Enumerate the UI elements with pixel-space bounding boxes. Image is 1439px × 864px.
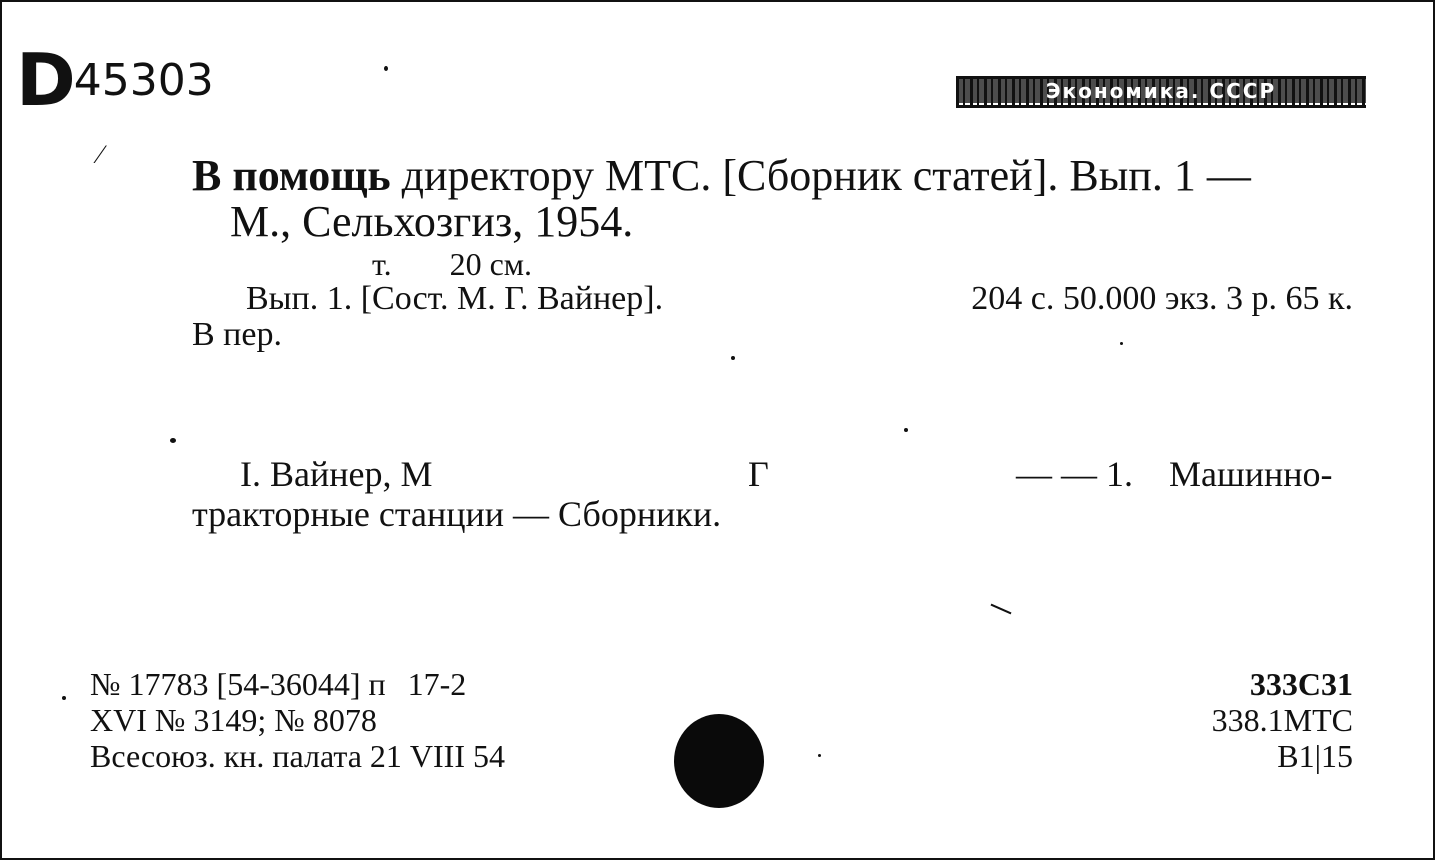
card-id-letter: D [16, 38, 74, 122]
ink-speck [818, 754, 821, 757]
title-rest: директору МТС. [Сборник статей]. Вып. 1 — [390, 151, 1251, 200]
tracing-subject-start: Машинно- [1169, 454, 1333, 494]
imprint-line: М., Сельхозгиз, 1954. [230, 197, 634, 246]
registry-code: 17-2 [407, 666, 467, 702]
tracing-author: I. Вайнер, М [240, 454, 433, 494]
format-size: 20 см. [449, 246, 533, 282]
ink-speck [170, 438, 176, 443]
title-bold: В помощь [192, 151, 391, 200]
ink-speck [991, 604, 1012, 615]
registry-line-2: XVI № 3149; № 8078 [90, 702, 377, 738]
classification-2: 338.1МТС [1211, 702, 1353, 738]
registry-line-3: Всесоюз. кн. палата 21 VIII 54 [90, 738, 505, 774]
tracing-initial: Г [748, 454, 769, 494]
binding-line: В пер. [192, 316, 282, 353]
collation-line: 204 с. 50.000 экз. 3 р. 65 к. [971, 280, 1353, 317]
tracing-subject-end: тракторные станции — Сборники. [192, 494, 722, 534]
tracing-subject [1016, 456, 1333, 492]
punch-hole [674, 714, 764, 808]
classification-3: В1|15 [1277, 738, 1353, 774]
ink-speck [62, 696, 66, 700]
format-t: т. [372, 246, 392, 282]
title-line [192, 151, 1251, 200]
header-smudge-text: Экономика. СССР [956, 79, 1366, 103]
card-id-number: 45303 [73, 55, 214, 106]
classification-1: 333С31 [1249, 666, 1353, 702]
registry-line-1 [90, 668, 466, 700]
issue-line: Вып. 1. [Сост. М. Г. Вайнер]. [246, 280, 664, 317]
tracing-dashes: — — 1. [1016, 454, 1133, 494]
registry-number: № 17783 [54-36044] п [90, 666, 386, 702]
ink-speck [1120, 342, 1123, 345]
ink-speck [731, 356, 735, 360]
header-smudge [956, 76, 1366, 108]
ink-speck [384, 66, 388, 71]
ink-speck [904, 428, 908, 432]
handwritten-mark: ⁄ [98, 140, 103, 169]
card-id-stamp [16, 38, 214, 122]
format-line [372, 248, 532, 280]
